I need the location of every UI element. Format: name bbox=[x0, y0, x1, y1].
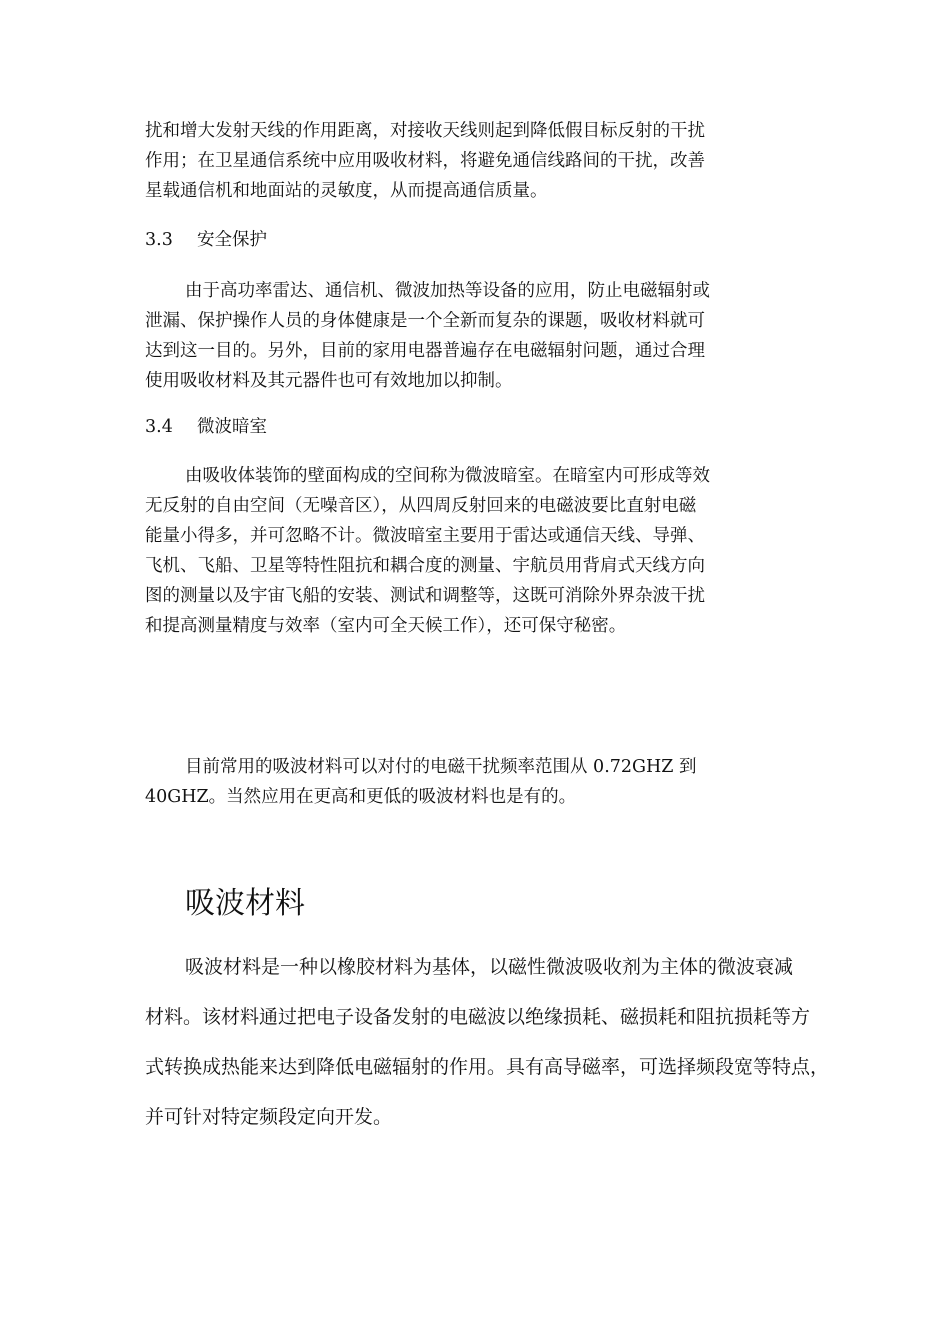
text-line: 40GHZ。当然应用在更高和更低的吸波材料也是有的。 bbox=[145, 787, 577, 807]
text-line: 星载通信机和地面站的灵敏度，从而提高通信质量。 bbox=[145, 181, 548, 201]
text-line: 图的测量以及宇宙飞船的安装、测试和调整等，这既可消除外界杂波干扰 bbox=[145, 586, 705, 606]
section-heading-3-3 bbox=[145, 228, 267, 252]
text-line: 材料。该材料通过把电子设备发射的电磁波以绝缘损耗、磁损耗和阻抗损耗等方 bbox=[145, 1006, 811, 1028]
section-title: 微波暗室 bbox=[197, 417, 267, 437]
section-title: 安全保护 bbox=[197, 230, 267, 250]
section-number: 3.4 bbox=[145, 417, 173, 437]
text-line: 达到这一目的。另外，目前的家用电器普遍存在电磁辐射问题，通过合理 bbox=[145, 341, 705, 361]
text-line: 目前常用的吸波材料可以对付的电磁干扰频率范围从 0.72GHZ 到 bbox=[185, 757, 697, 777]
text-line: 能量小得多，并可忽略不计。微波暗室主要用于雷达或通信天线、导弹、 bbox=[145, 526, 705, 546]
paragraph-continuation bbox=[145, 116, 805, 206]
text-line: 扰和增大发射天线的作用距离，对接收天线则起到降低假目标反射的干扰 bbox=[145, 121, 705, 141]
text-line: 由于高功率雷达、通信机、微波加热等设备的应用，防止电磁辐射或 bbox=[185, 281, 710, 301]
section-title-absorbing-material: 吸波材料 bbox=[185, 886, 305, 921]
text-line: 飞机、飞船、卫星等特性阻抗和耦合度的测量、宇航员用背肩式天线方向 bbox=[145, 556, 705, 576]
text-line: 并可针对特定频段定向开发。 bbox=[145, 1106, 393, 1128]
paragraph-anechoic-chamber bbox=[145, 461, 805, 641]
text-line: 作用；在卫星通信系统中应用吸收材料，将避免通信线路间的干扰，改善 bbox=[145, 151, 705, 171]
text-line: 泄漏、保护操作人员的身体健康是一个全新而复杂的课题，吸收材料就可 bbox=[145, 311, 705, 331]
text-line: 和提高测量精度与效率（室内可全天候工作），还可保守秘密。 bbox=[145, 616, 627, 636]
section-number: 3.3 bbox=[145, 230, 173, 250]
section-heading-3-4 bbox=[145, 415, 267, 439]
paragraph-safety bbox=[145, 276, 805, 396]
text-line: 吸波材料是一种以橡胶材料为基体，以磁性微波吸收剂为主体的微波衰减 bbox=[185, 956, 794, 978]
text-line: 由吸收体装饰的壁面构成的空间称为微波暗室。在暗室内可形成等效 bbox=[185, 466, 710, 486]
text-line: 式转换成热能来达到降低电磁辐射的作用。具有高导磁率，可选择频段宽等特点， bbox=[145, 1056, 830, 1078]
text-line: 使用吸收材料及其元器件也可有效地加以抑制。 bbox=[145, 371, 513, 391]
paragraph-frequency-range bbox=[145, 752, 805, 812]
text-line: 无反射的自由空间（无噪音区），从四周反射回来的电磁波要比直射电磁 bbox=[145, 496, 697, 516]
